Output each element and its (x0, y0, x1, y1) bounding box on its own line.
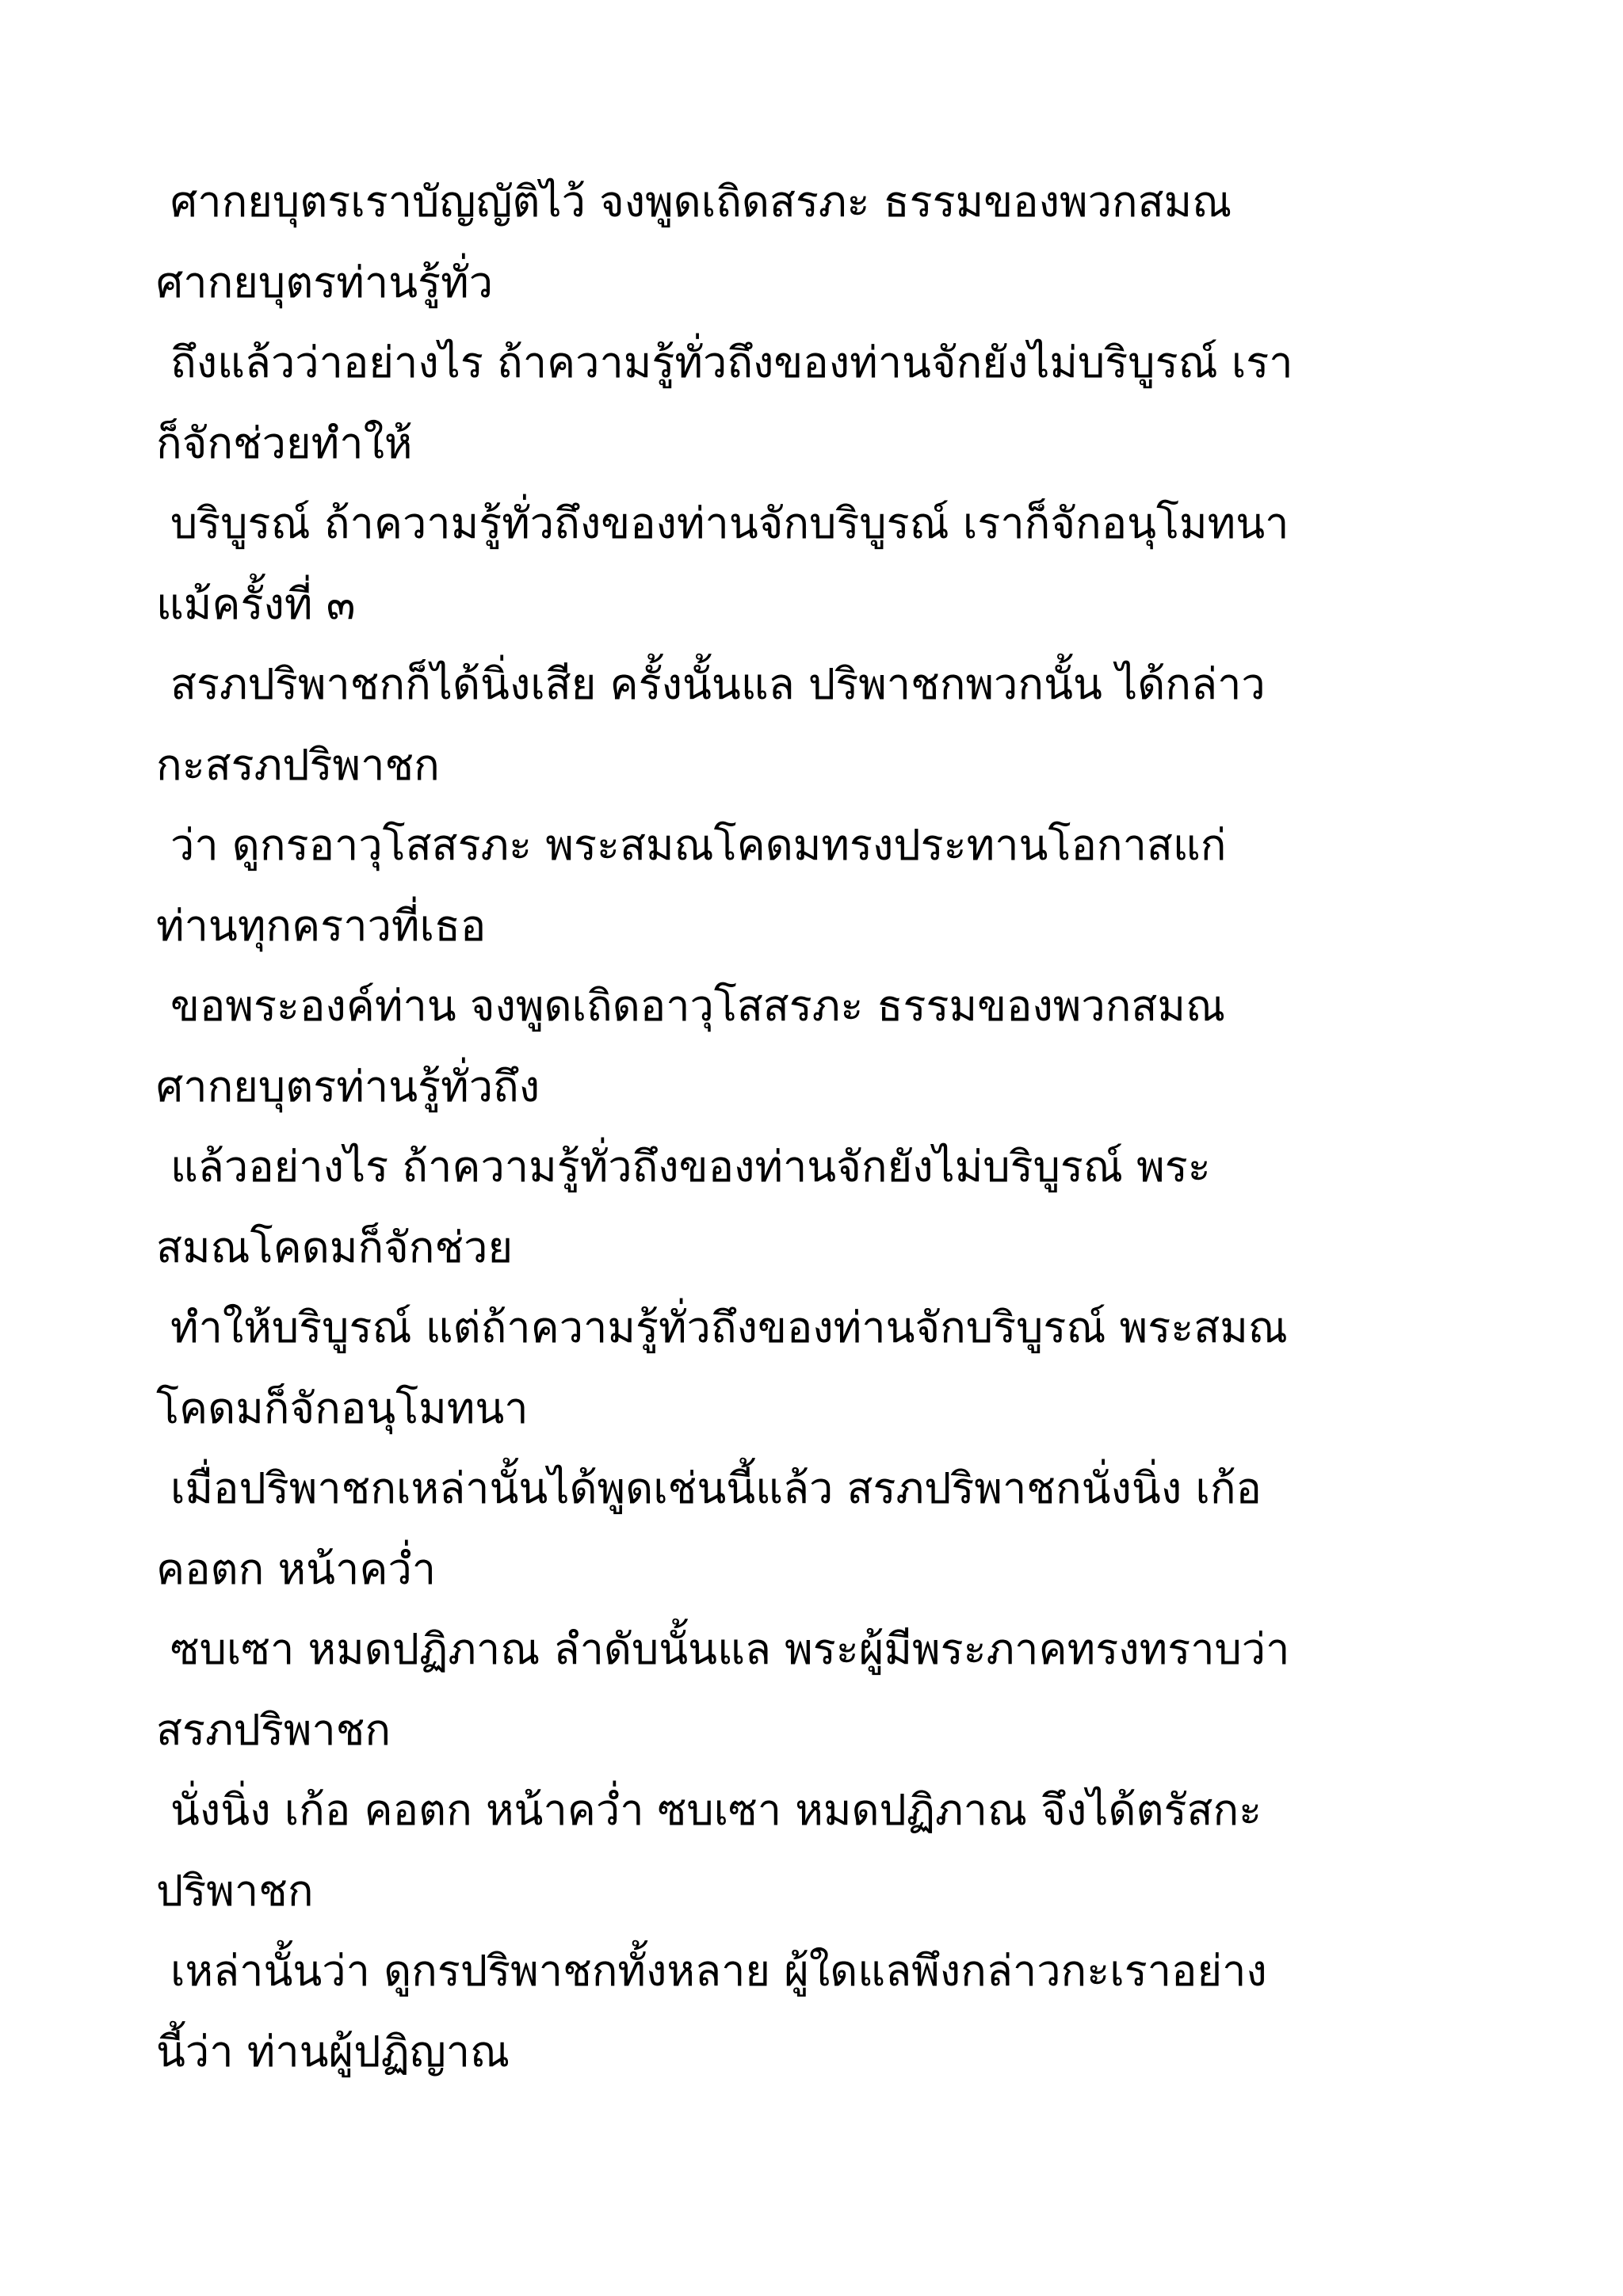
text-line: คอตก หน้าคว่ำ (156, 1543, 437, 1594)
text-line: สรภปริพาชกก็ได้นิ่งเสีย ครั้งนั้นแล ปริพาชกพวกนั้น ได้กล่าว (170, 659, 1266, 709)
text-line: ท่านทุกคราวที่เธอ (156, 900, 487, 951)
text-line: แล้วอย่างไร ถ้าความรู้ทั่วถึงของท่านจักยังไม่บริบูรณ์ พระ (170, 1142, 1211, 1192)
text-line: เมื่อปริพาชกเหล่านั้นได้พูดเช่นนี้แล้ว สรภปริพาชกนั่งนิ่ง เก้อ (170, 1463, 1262, 1513)
text-line: ก็จักช่วยทำให้ (156, 418, 413, 468)
text-line: นั่งนิ่ง เก้อ คอตก หน้าคว่ำ ซบเซา หมดปฏิภาณ จึงได้ตรัสกะ (170, 1785, 1262, 1835)
text-line: ศากยบุตรเราบัญญัติไว้ จงพูดเถิดสรภะ ธรรมของพวกสมณ (170, 177, 1232, 227)
text-line: ทำให้บริบูรณ์ แต่ถ้าความรู้ทั่วถึงของท่านจักบริบูรณ์ พระสมณ (170, 1302, 1288, 1352)
text-line: สมณโคดมก็จักช่วย (156, 1222, 514, 1272)
text-line: ศากยบุตรท่านรู้ทั่ว (156, 257, 494, 307)
text-line: ปริพาชก (156, 1865, 314, 1916)
text-line: สรภปริพาชก (156, 1704, 391, 1755)
text-line: ขอพระองค์ท่าน จงพูดเถิดอาวุโสสรภะ ธรรมของพวกสมณ (170, 981, 1226, 1031)
text-line: โคดมก็จักอนุโมทนา (156, 1383, 529, 1433)
text-line: กะสรภปริพาชก (156, 739, 440, 790)
text-line: บริบูรณ์ ถ้าความรู้ทั่วถึงของท่านจักบริบูรณ์ เราก็จักอนุโมทนา (170, 498, 1289, 548)
text-line: ถึงแล้วว่าอย่างไร ถ้าความรู้ทั่วถึงของท่านจักยังไม่บริบูรณ์ เรา (170, 338, 1293, 387)
text-line: ว่า ดูกรอาวุโสสรภะ พระสมณโคดมทรงประทานโอกาสแก่ (170, 820, 1227, 870)
text-line: นี้ว่า ท่านผู้ปฏิญาณ (156, 2026, 510, 2077)
text-line: แม้ครั้งที่ ๓ (156, 578, 356, 629)
body-text (156, 162, 1487, 2092)
text-line: เหล่านั้นว่า ดูกรปริพาชกทั้งหลาย ผู้ใดแลพึงกล่าวกะเราอย่าง (170, 1946, 1267, 1996)
text-line: ศากยบุตรท่านรู้ทั่วถึง (156, 1061, 540, 1112)
text-line: ซบเซา หมดปฏิภาณ ลำดับนั้นแล พระผู้มีพระภาคทรงทราบว่า (170, 1624, 1290, 1674)
